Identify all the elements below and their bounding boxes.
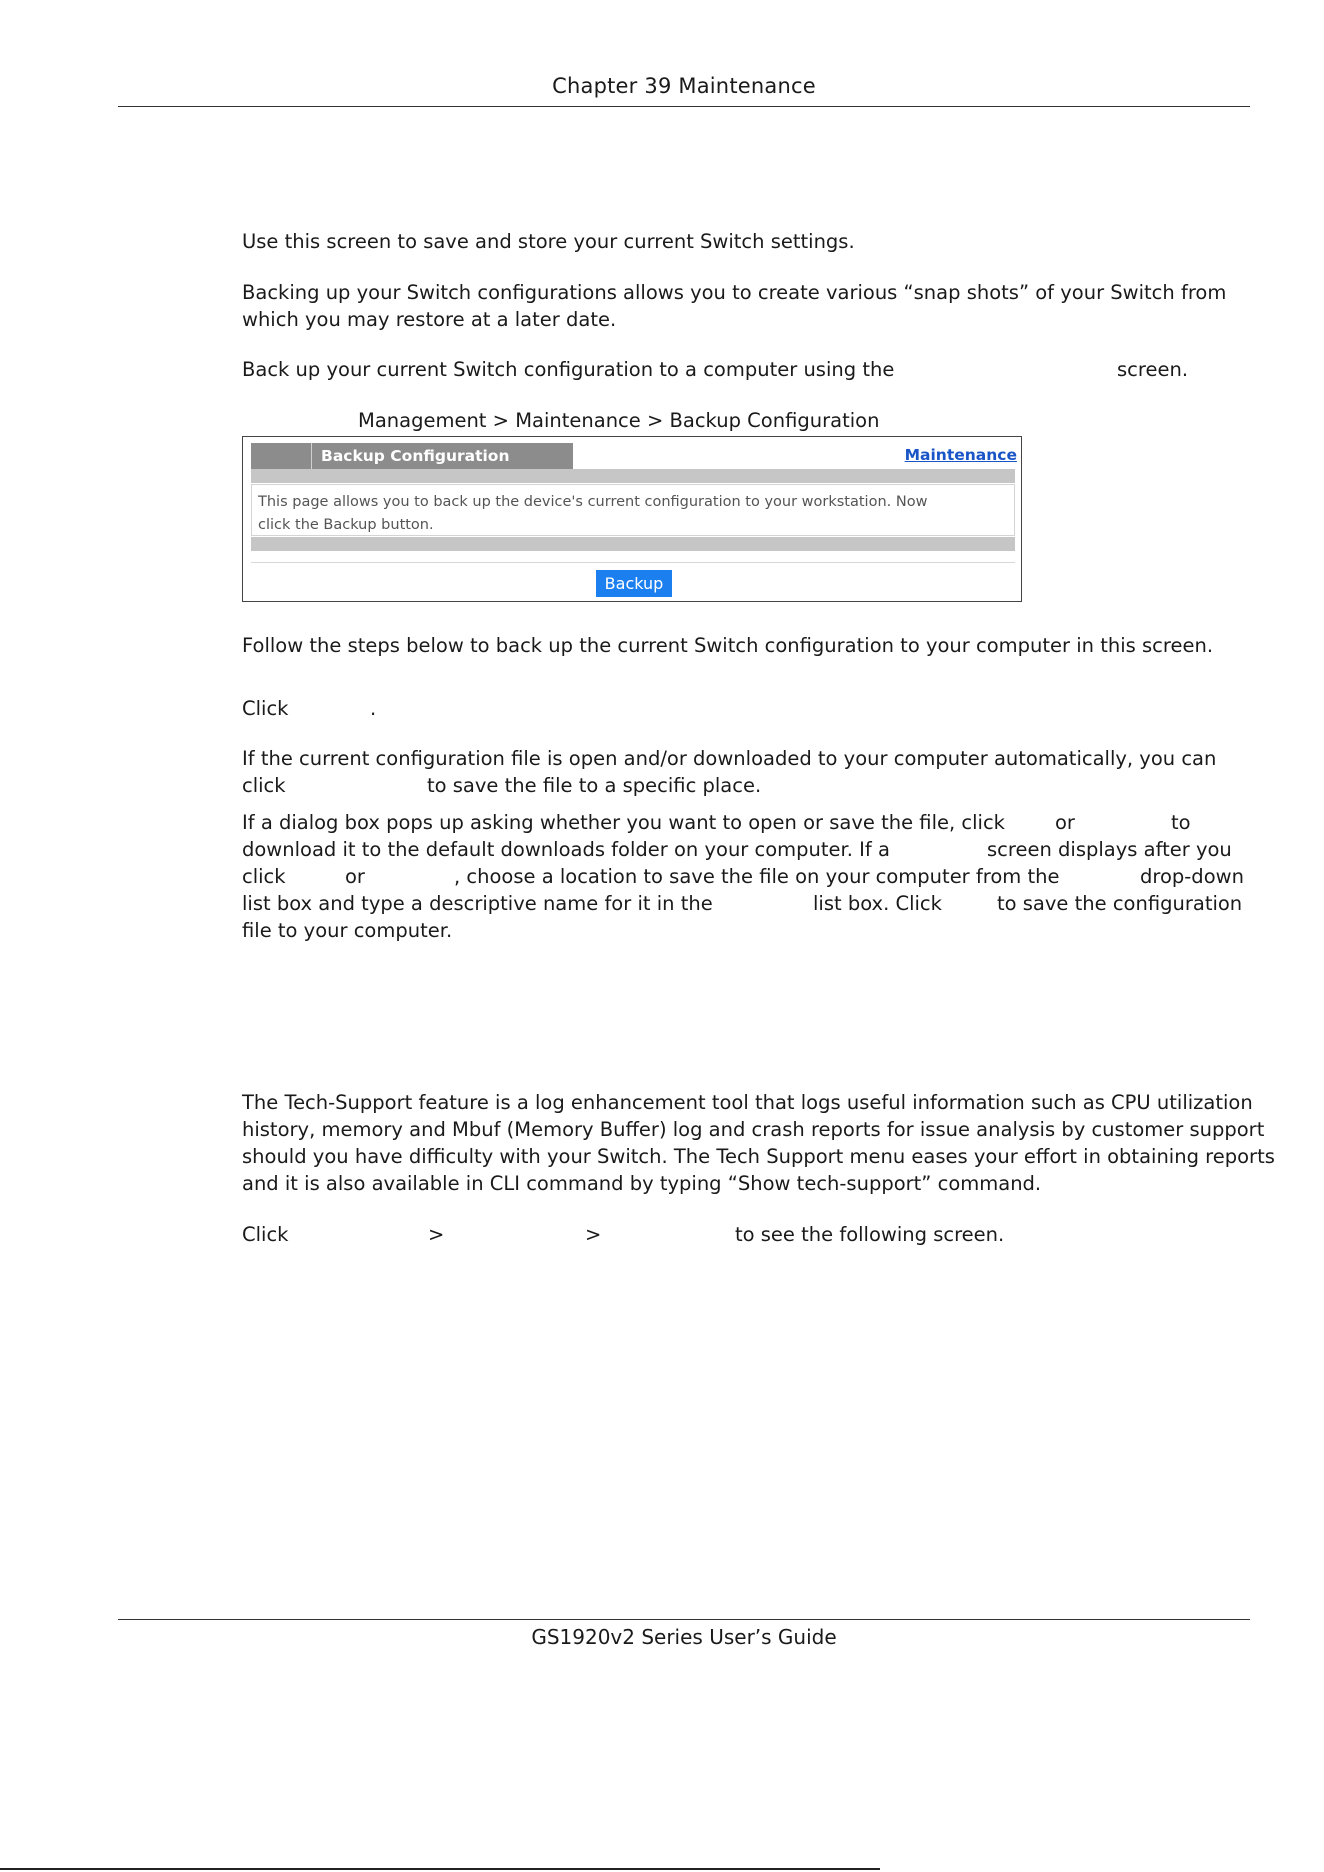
maintenance-link[interactable]: Maintenance xyxy=(904,446,1017,464)
page-footer: GS1920v2 Series User’s Guide xyxy=(531,1625,837,1649)
backup-configuration-screen xyxy=(242,436,1022,602)
tech-support-description: The Tech-Support feature is a log enhancement tool that logs useful information such as CPU utilization history, memory and Mbuf (Memory Buffer) log and crash reports for issue analysis by customer support should you have difficulty with your Switch. The Tech Support menu eases your effort in obtaining reports and it is also available in CLI command by typing “Show tech-support” command. xyxy=(242,1091,1275,1195)
step-3: If a dialog box pops up asking whether you want to open or save the file, click or to download it to the default downloads folder on your computer. If a screen displays after you click or , choose a location to save the file on your computer from the drop-down list box and type a descriptive name for it in the list box. Click to save the configuration file to your computer. xyxy=(242,811,1244,942)
tech-support-navigation: Click > > to see the following screen. xyxy=(242,1223,1005,1246)
divider-strip xyxy=(251,537,1015,551)
step-1: Click . xyxy=(242,697,377,720)
screen-title: Backup Configuration xyxy=(321,447,510,465)
backup-description: Backing up your Switch configurations allows you to create various “snap shots” of your Switch from which you may restore at a later date. xyxy=(242,281,1227,331)
divider-strip xyxy=(251,469,1015,483)
intro-paragraph: Use this screen to save and store your current Switch settings. xyxy=(242,230,855,253)
backup-button[interactable]: Backup xyxy=(596,570,672,597)
title-bar xyxy=(251,443,573,469)
footer-divider xyxy=(118,1619,1250,1620)
steps-intro: Follow the steps below to back up the current Switch configuration to your computer in this screen. xyxy=(242,634,1214,657)
chapter-header: Chapter 39 Maintenance xyxy=(552,74,816,98)
header-divider xyxy=(118,106,1250,107)
screen-description: This page allows you to back up the device's current configuration to your workstation. Now click the Backup button. xyxy=(251,484,1015,536)
bottom-edge-line xyxy=(0,1868,880,1870)
backup-instruction: Back up your current Switch configuration to a computer using the screen. xyxy=(242,358,1189,381)
step-2: If the current configuration file is open and/or downloaded to your computer automatically, you can click to save the file to a specific place. xyxy=(242,747,1217,797)
